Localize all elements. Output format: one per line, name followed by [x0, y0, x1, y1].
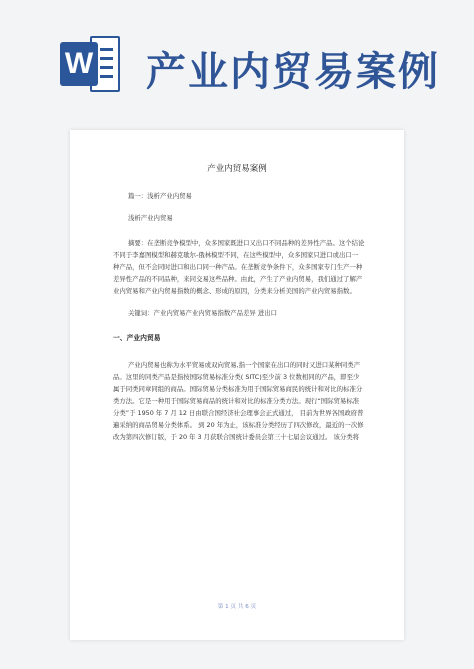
body-line: 类方法。它是一种用于国际贸易商品的统计和对比的标准分类方法。现行“国际贸易标准 — [113, 397, 360, 405]
section-heading: 一、产业内贸易 — [113, 334, 161, 342]
banner — [0, 0, 474, 110]
banner-title: 产业内贸易案例 — [146, 49, 440, 95]
word-icon — [60, 36, 124, 92]
document-title: 产业内贸易案例 — [207, 164, 267, 174]
part-heading: 篇一：浅析产业内贸易 — [128, 192, 192, 200]
body-line: 改为第四次修订版，于 20 年 3 月获联合国统计委员会第三十七届会议通过。 该分类将 — [113, 433, 360, 441]
article-subtitle: 浅析产业内贸易 — [128, 214, 173, 222]
body-line: 分类”于 1950 年 7 月 12 日由联合国经济社会理事会正式通过， 目前为世界各国政府普 — [113, 409, 364, 417]
abstract-line: 不同于李嘉图模型和赫克歇尔-俄林模型不同，在这些模型中，众多国家只进口或出口一 — [113, 251, 359, 259]
body-line: 属于同类同章同组的商品。国际贸易分类标准为用于国际贸易商民的统计和对比的标准分 — [113, 385, 363, 393]
abstract-line: 业内贸易和产业内贸易指数的概念、形成的原因，分类来分析美国的产业内贸易指数。 — [113, 287, 356, 295]
abstract-line: 差异性产品的不同品种，来同交易这些品种。由此，产生了产业内贸易，我们通过了解产 — [113, 275, 363, 283]
word-logo-letter: W — [60, 42, 98, 86]
body-line: 品。这里的同类产品是指按国际贸易标准分类( SITC)至少前 3 位数相同的产品，即至少 — [113, 373, 360, 381]
document-page — [70, 130, 404, 640]
body-line: 遍采纳的商品贸易分类体系。 到 20 年为止，该标准分类经历了四次修改，最近的一次修 — [113, 421, 364, 429]
body-line: 产业内贸易也称为水平贸易或双向贸易,指一个国家在出口的同时又进口某种同类产 — [128, 361, 361, 369]
page-footer: 第 1 页 共 6 页 — [217, 604, 257, 610]
abstract-line: 摘要：在垄断竞争模型中，众多国家既进口又出口不同品种的差异性产品。这个结论 — [128, 239, 365, 247]
abstract-line: 种产品，但不会同时进口和出口同一种产品。在垄断竞争条件下，众多国家专门生产一种 — [113, 263, 363, 271]
keywords: 关键词：产业内贸易产业内贸易指数产品差异 进出口 — [128, 309, 278, 317]
